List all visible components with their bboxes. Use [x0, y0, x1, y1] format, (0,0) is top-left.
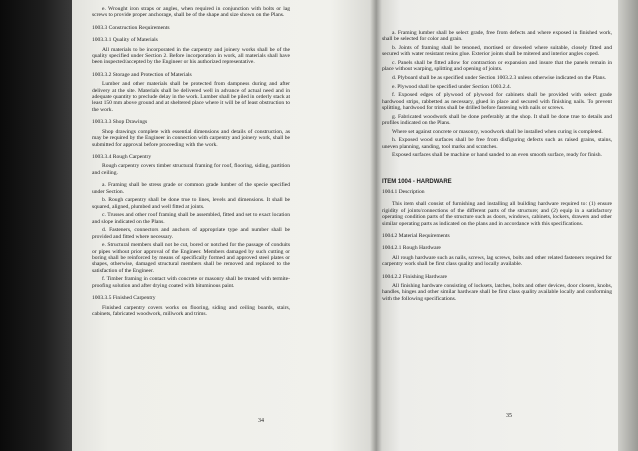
book-dark-edge	[0, 0, 72, 451]
paragraph: Exposed surfaces shall be machine or hand sanded to an even smooth surface, ready for finish.	[392, 152, 602, 159]
paragraph: f. Timber framing in contact with concrete or masonry shall be treated with termite-proofing solution and after drying coated with bituminous paint.	[92, 276, 290, 289]
paragraph: d. Fasteners, connectors and anchors of appropriate type and number shall be provided and fitted where necessary.	[92, 227, 290, 240]
book-right-edge	[618, 0, 638, 451]
left-page-text	[92, 6, 290, 320]
section-heading: 1003.3.1 Quality of Materials	[92, 37, 158, 44]
paragraph: a. Framing lumber shall be select grade, free from defects and where exposed in finished work, shall be selected for color and grain.	[382, 30, 612, 43]
section-heading: 1003.3 Construction Requirements	[92, 24, 170, 31]
paragraph: f. Exposed edges of plywood of plywood for cabinets shall be provided with select grade hardwood strips, rabbetted as necessary, glued in place and secured with finishing nails. To prevent splitting, hardwood for trims shall be drilled before fastening with nails or screws.	[382, 92, 612, 111]
paragraph: Finished carpentry covers works on flooring, siding and ceiling boards, stairs, cabinets, fabricated woodwork, millwork and trims.	[92, 304, 290, 317]
section-heading: 1003.3.3 Shop Drawings	[92, 119, 148, 126]
paragraph: All materials to be incorporated in the carpentry and joinery works shall be of the quality specified under Section 2. Before incorporation in work, all materials shall have been inspected/accepted by the Engineer or his authorized representative.	[92, 46, 290, 66]
paragraph: e. Wrought iron straps or angles, when required in conjunction with bolts or lag screws to provide proper anchorage, shall be of the shape and size shown on the Plans.	[92, 6, 290, 19]
section-heading: 1003.3.5 Finished Carpentry	[92, 295, 156, 302]
book-gutter	[370, 0, 382, 451]
paragraph: e. Structural members shall not be cut, bored or notched for the passage of conduits or pipes without prior approval of the Engineer. Members damaged by such cutting or boring shall be reinforced by means of specifically formed and approved steel plates or shapes, otherwise, damaged structural members shall be removed and replaced to the satisfaction of the Engineer.	[92, 242, 290, 274]
paragraph: d. Plyboard shall be as specified under Section 1003.2.3 unless otherwise indicated on the Plans.	[392, 75, 606, 81]
paragraph: Rough carpentry covers timber structural framing for roof, flooring, siding, partition and ceiling.	[92, 163, 290, 176]
paragraph: b. Rough carpentry shall be done true to lines, levels and dimensions. It shall be squared, aligned, plumbed and well fitted at joints.	[92, 197, 290, 210]
page-number: 34	[258, 418, 264, 424]
paragraph: All finishing hardware consisting of locksets, latches, bolts and other devices, door closers, knobs, handles, hinges and other similar hardware shall be first class quality available locally and conforming with the following specifications.	[382, 283, 612, 302]
paragraph: This item shall consist of furnishing and installing all building hardware required to: (1) ensure rigidity of joints/connections of the different parts of the structure; and (2) equip in a satisfactory operating condition parts of the structure such as doors, windows, cabinets, lockers, drawers and other similar operating parts as indicated on the plans and in accordance with this specifications.	[382, 201, 612, 227]
paragraph: Where set against concrete or masonry, woodwork shall be installed when curing is completed.	[392, 128, 603, 135]
paragraph: c. Trusses and other roof framing shall be assembled, fitted and set to exact location and slope indicated on the Plans.	[92, 212, 290, 225]
paragraph: g. Fabricated woodwork shall be done preferably at the shop. It shall be done true to details and profiles indicated on the Plans.	[382, 113, 612, 126]
paragraph: c. Panels shall be fitted allow for contraction or expansion and insure that the panels remain in place without warping, splitting and opening of joints.	[382, 60, 612, 73]
page-number: 35	[506, 413, 512, 419]
paragraph: h. Exposed wood surfaces shall be free from disfiguring defects such as raised grains, stains, uneven planning, sanding, tool marks and scratches.	[382, 137, 612, 150]
section-heading: 1004.2 Material Requirements	[382, 233, 450, 240]
paragraph: All rough hardware such as nails, screws, lag screws, bolts and other related fasteners required for carpentry work shall be first class quality and locally available.	[382, 254, 612, 268]
right-page-text	[382, 30, 612, 304]
item-heading: ITEM 1004 - HARDWARE	[382, 178, 452, 185]
paragraph: Lumber and other materials shall be protected from dampness during and after delivery at the site. Materials shall be delivered well in advance of actual need and in adequate quantity to preclude delay in the work. Lumber shall be piled in orderly stack at least 150 mm above ground and at sheltered place where it will be of least obstruction to the work.	[92, 81, 290, 113]
paragraph: b. Joints of framing shall be tenoned, mortised or doweled where suitable, closely fitted and secured with water resistant resins glue. Exterior joints shall be mitered and interior angles coped.	[382, 45, 612, 58]
section-heading: 1003.3.2 Storage and Protection of Materials	[92, 71, 192, 78]
section-heading: 1003.3.4 Rough Carpentry	[92, 153, 152, 160]
paragraph: a. Framing shall be stress grade or common grade lumber of the specie specified under Section.	[92, 182, 290, 195]
section-heading: 1004.2.1 Rough Hardware	[382, 245, 441, 252]
section-heading: 1004.1 Description	[382, 189, 425, 195]
section-heading: 1004.2.2 Finishing Hardware	[382, 273, 448, 280]
paragraph: Shop drawings complete with essential dimensions and details of construction, as may be required by the Engineer in connection with carpentry and joinery work, shall be submitted for approval before proceeding with the work.	[92, 128, 290, 148]
paragraph: e. Plywood shall be specified under Section 1003.2.4.	[392, 83, 512, 90]
